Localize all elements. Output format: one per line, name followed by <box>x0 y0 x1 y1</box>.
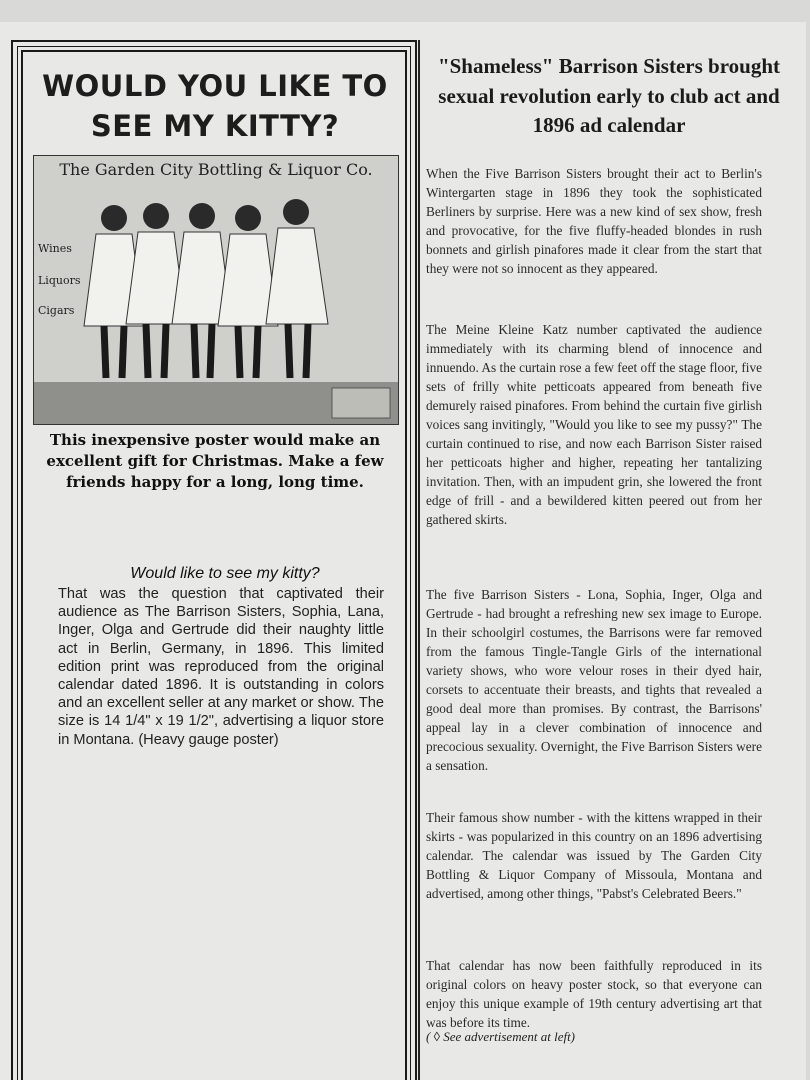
sisters-illustration <box>34 156 398 424</box>
poster-description: That was the question that captivated their audience as The Barrison Sisters, Sophia, Lana, Inger, Olga and Gertrude did their naughty little act in Berlin, Germany, in 1896. This limited edition print was reproduced from the original calendar dated 1896. It is outstanding in colors and an excellent seller at any market or show. The size is 14 1/4" x 19 1/2", advertising a liquor store in Montana. (Heavy gauge poster) <box>58 586 384 748</box>
poster-side-liquors: Liquors <box>38 274 81 287</box>
poster-caption: This inexpensive poster would make an excellent gift for Christmas. Make a few friends happy for a long, long time. <box>46 431 384 491</box>
article-paragraph-4: Their famous show number - with the kittens wrapped in their skirts - was popularized in this country on an 1896 advertising calendar. The calendar was issued by The Garden City Bottling & Liquor Company of Missoula, Montana and advertised, among other things, "Pabst's Celebrated Beers." <box>426 810 762 901</box>
article-paragraph-2: The Meine Kleine Katz number captivated the audience immediately with its charming blend of innocence and innuendo. As the curtain rose a few feet off the stage floor, five sets of frilly white petticoats appeared from beneath five demurely raised pinafores. From behind the curtain five girlish voices sang invitingly, "Would you like to see my pussy?" The curtain continued to rise, and now each Barrison Sister raised her petticoats higher and higher, repeating her tantalizing invitation. Then, with an impudent grin, she lowered the front edge of frill - and a bewildered kitten peered out from her gathered skirts. <box>426 322 762 527</box>
poster-headline <box>30 66 400 146</box>
poster-side-wines: Wines <box>38 242 72 255</box>
article-paragraph-5: That calendar has now been faithfully reproduced in its original colors on heavy poster stock, so that everyone can enjoy this unique example of 19th century advertising art that was before its time. <box>426 958 762 1030</box>
article-title: "Shameless" Barrison Sisters brought sexual revolution early to club act and 1896 ad calendar <box>437 54 781 137</box>
poster-banner: The Garden City Bottling & Liquor Co. <box>59 160 373 179</box>
kitty-subtitle: Would like to see my kitty? <box>130 565 320 582</box>
poster-side-cigars: Cigars <box>38 304 75 317</box>
see-advertisement-note: ( ◊ See advertisement at left) <box>426 1029 576 1044</box>
headline-line-1: WOULD YOU LIKE TO <box>42 69 388 103</box>
article-paragraph-1: When the Five Barrison Sisters brought their act to Berlin's Wintergarten stage in 1896 they took the sophisticated Berliners by surprise. Here was a new kind of sex show, fresh and provocative, for the five fluffy-headed blondes in rush bonnets and girlish pinafores made it clear from the start that they were not so innocent as they appeared. <box>426 166 762 276</box>
headline-line-2: SEE MY KITTY? <box>90 109 340 143</box>
article-paragraph-3: The five Barrison Sisters - Lona, Sophia, Inger, Olga and Gertrude - had brought a refreshing new sex image to Europe. In their schoolgirl costumes, the Barrisons were far removed from the famous Tingle-Tangle Girls of the international variety shows, who wore velour roses in their dyed hair, corsets to accentuate their breasts, and tights that revealed a good deal more than promises. By contrast, the Barrisons' appeal lay in a clever combination of innocence and precocious sexuality. Overnight, the Five Barrison Sisters were a sensation. <box>426 587 762 773</box>
column-divider <box>418 40 420 1080</box>
poster-photo <box>33 155 399 425</box>
